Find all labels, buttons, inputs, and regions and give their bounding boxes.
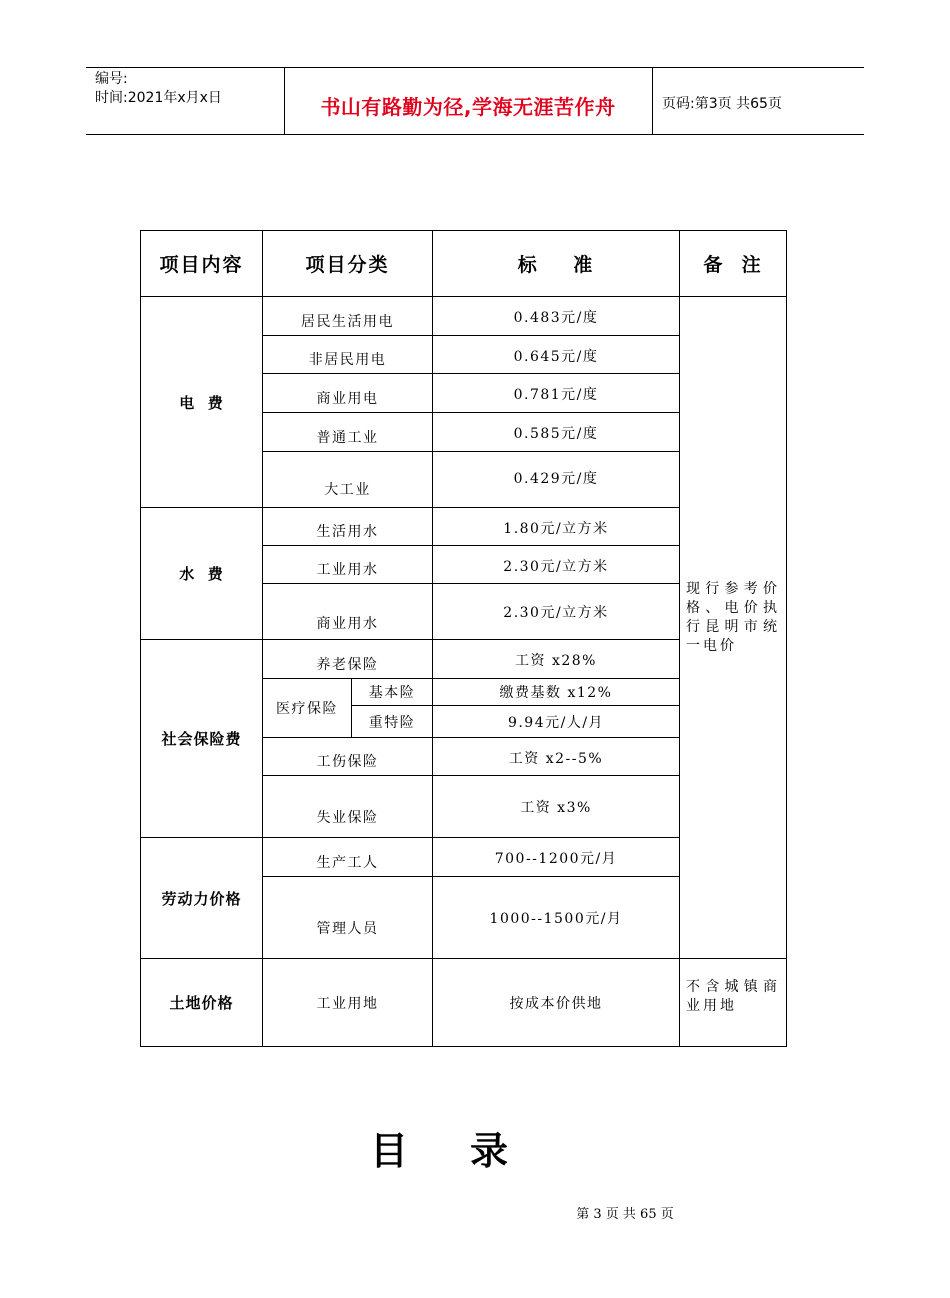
column-header-note: 备 注	[703, 254, 763, 276]
table-cell: 基本险	[368, 685, 416, 701]
table-cell: 医疗保险	[276, 701, 338, 717]
table-cell: 管理人员	[316, 921, 379, 937]
page-footer: 第 3 页 共 65 页	[576, 1207, 674, 1222]
table-cell: 缴费基数 x12%	[499, 685, 613, 701]
table-cell: 700--1200元/月	[494, 851, 618, 867]
table-cell: 普通工业	[316, 430, 379, 446]
table-cell: 按成本价供地	[509, 995, 603, 1012]
table-cell: 生产工人	[316, 855, 379, 871]
category-electricity: 电 费	[179, 393, 224, 412]
table-cell: 2.30元/立方米	[503, 604, 609, 621]
header-divider	[652, 67, 653, 134]
table-cell: 工伤保险	[316, 754, 379, 770]
table-cell: 0.781元/度	[513, 387, 599, 403]
category-water: 水 费	[179, 565, 224, 583]
table-cell: 1.80元/立方米	[503, 521, 609, 537]
header-meta	[95, 70, 222, 108]
table-cell: 工资 x28%	[515, 653, 597, 669]
table-cell: 0.483元/度	[513, 310, 599, 326]
table-cell: 失业保险	[316, 810, 379, 826]
category-land: 土地价格	[169, 994, 234, 1012]
column-header-standard: 标 准	[517, 254, 595, 276]
table-cell: 居民生活用电	[301, 314, 394, 330]
category-social-insurance: 社会保险费	[161, 730, 242, 748]
document-number-label: 编号:	[95, 71, 128, 87]
table-cell: 0.645元/度	[513, 349, 599, 365]
table-cell: 0.429元/度	[513, 471, 599, 487]
header-bottom-rule	[86, 134, 864, 135]
land-note: 不含城镇商业用地	[686, 979, 780, 1014]
table-cell: 工业用地	[316, 995, 379, 1012]
table-cell: 养老保险	[316, 657, 379, 673]
column-header-content: 项目内容	[159, 254, 244, 276]
header-page-number: 页码:第3页 共65页	[662, 96, 782, 112]
table-cell: 9.94元/人/月	[507, 714, 605, 731]
table-cell: 工资 x2--5%	[508, 751, 604, 767]
category-labor: 劳动力价格	[161, 889, 242, 908]
table-cell: 商业用电	[316, 391, 379, 407]
column-header-category: 项目分类	[305, 254, 390, 276]
header-top-rule	[86, 67, 864, 68]
table-cell: 生活用水	[316, 524, 379, 540]
table-cell: 商业用水	[316, 616, 379, 632]
table-cell: 大工业	[324, 482, 371, 498]
table-cell: 非居民用电	[308, 352, 387, 368]
table-cell: 2.30元/立方米	[503, 559, 609, 575]
header-divider	[284, 67, 285, 134]
table-border	[140, 1046, 787, 1047]
table-cell: 重特险	[368, 714, 416, 731]
table-cell: 工业用水	[316, 562, 379, 578]
toc-title: 目录	[370, 1128, 571, 1173]
shared-note: 现行参考价格、电价执行昆明市统一电价	[686, 581, 780, 654]
document-date-label: 时间:2021年x月x日	[95, 90, 222, 106]
table-cell: 0.585元/度	[513, 426, 599, 442]
table-cell: 工资 x3%	[520, 799, 592, 816]
table-border	[786, 230, 787, 1047]
header-motto: 书山有路勤为径,学海无涯苦作舟	[320, 95, 616, 119]
table-cell: 1000--1500元/月	[489, 910, 623, 927]
